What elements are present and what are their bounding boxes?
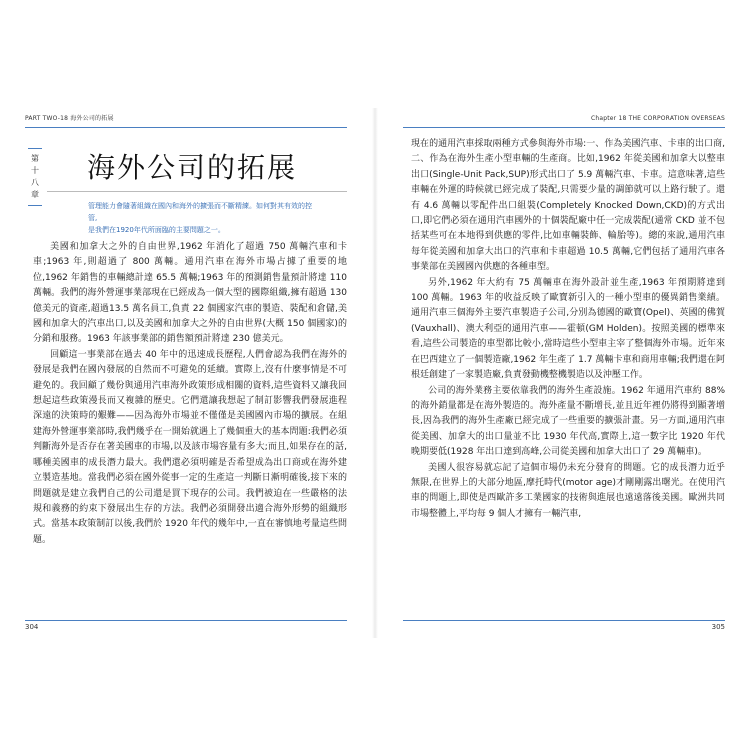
right-running-head: Chapter 18 THE CORPORATION OVERSEAS: [403, 113, 725, 128]
left-page: [25, 113, 347, 633]
intro-line: 管理能力會隨著組織在國內和海外的擴張而不斷精練。如何對其有效的控管,: [88, 202, 312, 222]
paragraph: 公司的海外業務主要依靠我們的海外生產設施。1962 年通用汽車約 88%的海外銷量都是在海外製造的。海外產量不斷增長,並且近年裡仍將得到顯著增長,因為我們的海外生產廠已經完成了一些重要的擴張計畫。另一方面,通用汽車從美國、加拿大的出口量並不比 1930 年代高,實際上,這一數字比 1920 年代晚期要低(1928 年出口達到高峰,公司從美國和加拿大出口了 29 萬輛車)。: [411, 385, 725, 458]
chapter-intro: [88, 200, 316, 236]
paragraph: 回顧這一事業部在過去 40 年中的迅速成長歷程,人們會認為我們在海外的發展是我們在國內發展的自然而不可避免的延續。實際上,沒有什麼事情是不可避免的。我回顧了幾份與通用汽車海外政策形成相關的資料,這些資料又讓我回想起這些政策漫長而又複雜的歷史。它們還讓我想起了制訂影響我們發展進程深遠的決策時的艱難——因為海外市場並不僅僅是美國國內市場的擴展。在組建海外營運事業部時,我們幾乎在一開始就遇上了幾個重大的基本問題:我們必須判斷海外是否存在著美國車的市場,以及該市場容量有多大;而且,如果存在的話,哪種美國車的成長潛力最大。我們還必須明確是否希望成為出口商或在海外建立製造基地。當我們必須在國外從事一定的生產這一判斷日漸明確後,接下來的問題就是建立我們自己的公司還是買下現存的公司。我們被迫在一些嚴格的法規和義務的約束下發展出生存的方法。我們必須開發出適合海外形勢的組織形式。當基本政策制訂以後,我們於 1920 年代的幾年中,一直在審慎地考量這些問題。: [33, 349, 347, 545]
paragraph: 美國和加拿大之外的自由世界,1962 年消化了超過 750 萬輛汽車和卡車;1963 年,則超過了 800 萬輛。通用汽車在海外市場占據了重要的地位,1962 年銷售的車輛總計達 65.5 萬輛;1963 年的預測銷售量預計將達 110 萬輛。我們的海外營運事業部現在已經成為一個大型的國際組織,擁有超過 130 億美元的資產,超過13.5 萬名員工,負責 22 個國家汽車的製造、裝配和倉儲,美國和加拿大的汽車出口,以及美國和加拿大之外的自由世界(大概 150 個國家)的分銷和服務。1963 年該事業部的銷售額預計將達 230 億美元。: [33, 242, 347, 345]
chapter-number: 第十八章: [28, 148, 42, 206]
gutter-shadow: [372, 108, 378, 638]
right-body-text: [411, 137, 725, 522]
right-page: [403, 113, 725, 633]
chapter-title: 海外公司的拓展: [87, 151, 298, 184]
left-running-head: PART TWO-18 海外公司的拓展: [25, 113, 347, 128]
paragraph: 現在的通用汽車採取兩種方式參與海外市場:一、作為美國汽車、卡車的出口商,二、作為在海外生產小型車輛的生產商。比如,1962 年從美國和加拿大以整車出口(Single-Unit Pack,SUP)形式出口了 5.9 萬輛汽車、卡車。這意味著,這些車輛在外運的時候就已經完成了裝配,只需要少量的調節就可以上路行駛了。還有 4.6 萬輛以零配件出口組裝(Completely Knocked Down,CKD)的方式出口,即它們必須在通用汽車國外的十個裝配廠中任一完成裝配(通常 CKD 並不包括某些可在本地得到供應的零件,比如車輛裝飾、輪胎等)。總的來說,通用汽車每年從美國和加拿大出口的汽車和卡車超過 10.5 萬輛,它們包括了通用汽車各事業部在美國國內供應的各種車型。: [411, 139, 725, 273]
left-body-text: [33, 240, 347, 548]
left-page-number: 304: [25, 620, 347, 633]
right-page-number: 305: [403, 620, 725, 633]
title-divider: [47, 191, 347, 192]
paragraph: 美國人很容易就忘記了這個市場仍未充分發育的問題。它的成長潛力近乎無限,在世界上的大部分地區,摩托時代(motor age)才剛剛露出曙光。在使用汽車的問題上,即使是西歐許多工業國家的技術與進展也遠遠落後美國。歐洲共同市場整體上,平均每 9 個人才擁有一輛汽車,: [411, 462, 725, 519]
intro-line: 是我們在1920年代所面臨的主要問題之一。: [88, 226, 225, 234]
paragraph: 另外,1962 年大約有 75 萬輛車在海外設計並生產,1963 年預期將達到 100 萬輛。1963 年的收益反映了歐寶新引入的一種小型車的優異銷售業績。通用汽車三個海外主要汽車製造子公司,分別為德國的歐寶(Opel)、英國的佛賀(Vauxhall)、澳大利亞的通用汽車——霍頓(GM Holden)。按照美國的標準來看,這些公司製造的車型都比較小,當時這些小型車主宰了整個海外市場。近年來在巴西建立了一個製造廠,1962 年生產了 1.7 萬輛卡車和商用車輛;我們還在阿根廷創建了一家製造廠,負責發動機整機製造以及沖壓工作。: [411, 277, 725, 381]
